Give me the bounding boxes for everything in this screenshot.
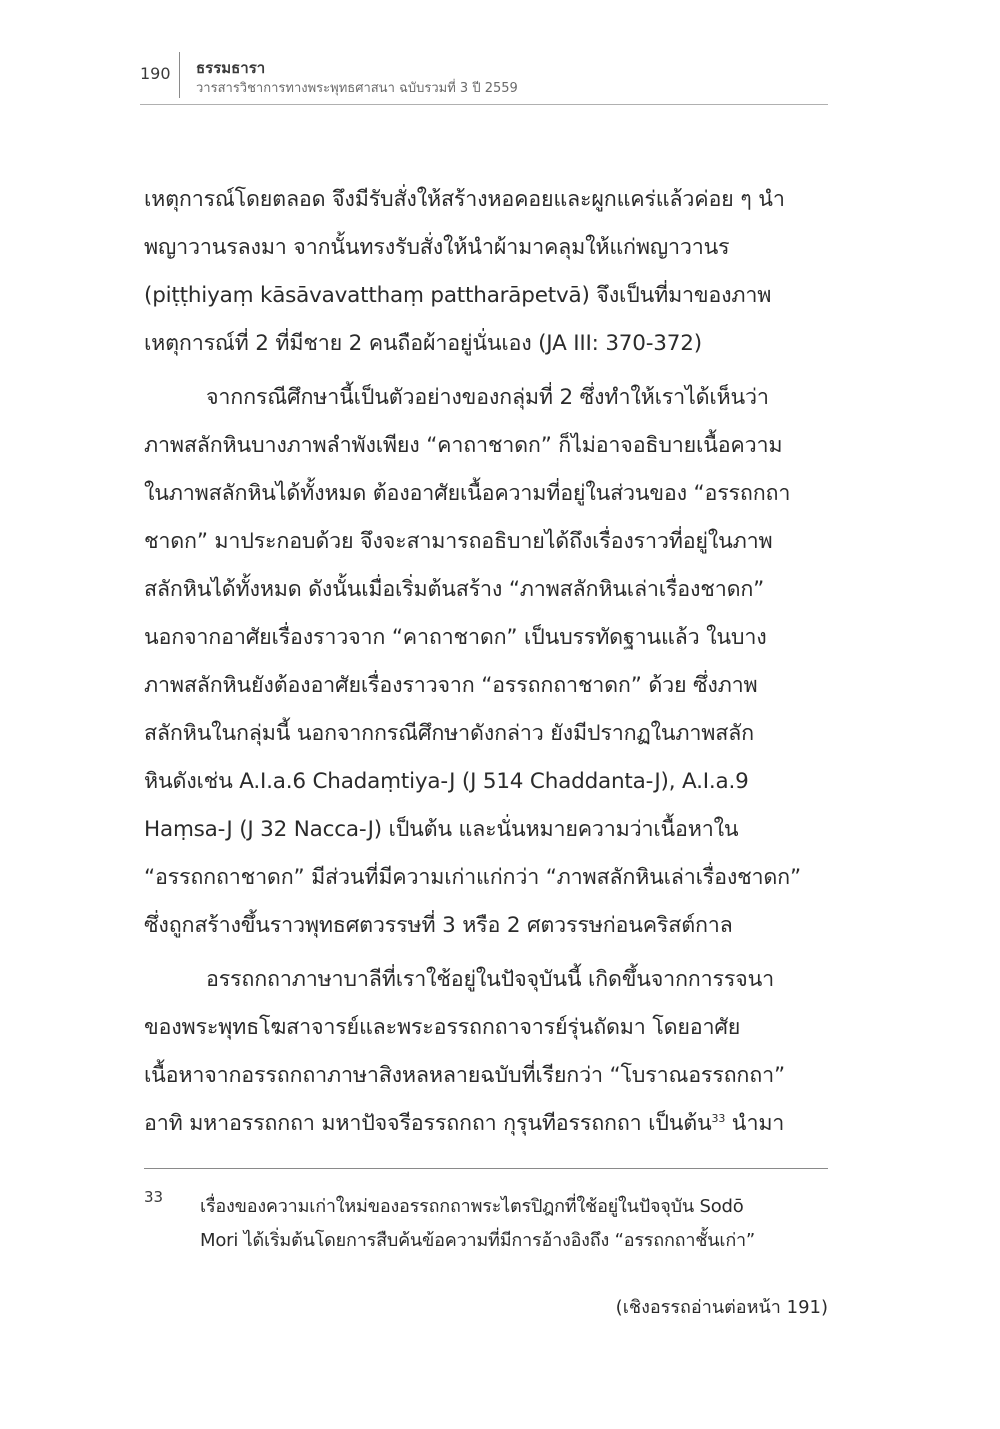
body-text	[144, 176, 828, 1148]
text-line: “อรรถกถาชาดก” มีส่วนที่มีความเก่าแก่กว่า “ภาพสลักหินเล่าเรื่องชาดก”	[144, 865, 801, 890]
footnote-divider	[144, 1168, 828, 1169]
page-number: 190	[140, 64, 171, 83]
text-line: Haṃsa-J (J 32 Nacca-J) เป็นต้น และนั่นหมายความว่าเนื้อหาใน	[144, 817, 739, 842]
text-line: เหตุการณ์โดยตลอด จึงมีรับสั่งให้สร้างหอคอยและผูกแคร่แล้วค่อย ๆ นำ	[144, 187, 785, 212]
text-segment: นำมา	[725, 1111, 785, 1136]
text-line: ภาพสลักหินยังต้องอาศัยเรื่องราวจาก “อรรถกถาชาดก” ด้วย ซึ่งภาพ	[144, 673, 758, 698]
text-line: หินดังเช่น A.I.a.6 Chadaṃtiya-J (J 514 Chaddanta-J), A.I.a.9	[144, 769, 749, 794]
footnote-line: Mori ได้เริ่มต้นโดยการสืบค้นข้อความที่มีการอ้างอิงถึง “อรรถกถาชั้นเก่า”	[200, 1230, 756, 1251]
footnote-text	[200, 1190, 828, 1258]
paragraph-3	[144, 956, 828, 1148]
text-line: สลักหินในกลุ่มนี้ นอกจากกรณีศึกษาดังกล่าว ยังมีปรากฏในภาพสลัก	[144, 721, 754, 746]
text-line: ในภาพสลักหินได้ทั้งหมด ต้องอาศัยเนื้อความที่อยู่ในส่วนของ “อรรถกถา	[144, 481, 791, 506]
text-line: ภาพสลักหินบางภาพลำพังเพียง “คาถาชาดก” ก็ไม่อาจอธิบายเนื้อความ	[144, 433, 783, 458]
text-segment: อาทิ มหาอรรถกถา มหาปัจจรีอรรถกถา กุรุนทีอรรถกถา เป็นต้น	[144, 1111, 712, 1136]
text-line: ชาดก” มาประกอบด้วย จึงจะสามารถอธิบายได้ถึงเรื่องราวที่อยู่ในภาพ	[144, 529, 773, 554]
header-vertical-divider	[179, 52, 180, 98]
footnote-continuation: (เชิงอรรถอ่านต่อหน้า 191)	[615, 1297, 828, 1318]
footnote-reference[interactable]: 33	[711, 1112, 726, 1125]
text-line: สลักหินได้ทั้งหมด ดังนั้นเมื่อเริ่มต้นสร้าง “ภาพสลักหินเล่าเรื่องชาดก”	[144, 577, 765, 602]
footnote-number: 33	[144, 1188, 164, 1206]
journal-subtitle: วารสารวิชาการทางพระพุทธศาสนา ฉบับรวมที่ 3 ปี 2559	[196, 81, 518, 96]
paragraph-1	[144, 176, 828, 368]
text-line: นอกจากอาศัยเรื่องราวจาก “คาถาชาดก” เป็นบรรทัดฐานแล้ว ในบาง	[144, 625, 767, 650]
text-line: พญาวานรลงมา จากนั้นทรงรับสั่งให้นำผ้ามาคลุมให้แก่พญาวานร	[144, 235, 730, 260]
header-divider	[140, 104, 828, 105]
text-line: ซึ่งถูกสร้างขึ้นราวพุทธศตวรรษที่ 3 หรือ 2 ศตวรรษก่อนคริสต์กาล	[144, 913, 733, 938]
journal-title: ธรรมธารา	[196, 59, 266, 77]
text-line: จากกรณีศึกษานี้เป็นตัวอย่างของกลุ่มที่ 2 ซึ่งทำให้เราได้เห็นว่า	[206, 385, 769, 410]
footnote-line: เรื่องของความเก่าใหม่ของอรรถกถาพระไตรปิฎกที่ใช้อยู่ในปัจจุบัน Sodō	[200, 1196, 744, 1217]
text-line	[144, 1100, 828, 1148]
paragraph-2	[144, 374, 828, 950]
text-line: ของพระพุทธโฆสาจารย์และพระอรรถกถาจารย์รุ่นถัดมา โดยอาศัย	[144, 1015, 741, 1040]
text-line: อรรถกถาภาษาบาลีที่เราใช้อยู่ในปัจจุบันนี้ เกิดขึ้นจากการรจนา	[206, 967, 774, 992]
text-line: เนื้อหาจากอรรถกถาภาษาสิงหลหลายฉบับที่เรียกว่า “โบราณอรรถกถา”	[144, 1063, 785, 1088]
text-line: (piṭṭhiyaṃ kāsāvavatthaṃ pattharāpetvā) จึงเป็นที่มาของภาพ	[144, 283, 772, 308]
text-line: เหตุการณ์ที่ 2 ที่มีชาย 2 คนถือผ้าอยู่นั่นเอง (JA III: 370-372)	[144, 331, 702, 356]
